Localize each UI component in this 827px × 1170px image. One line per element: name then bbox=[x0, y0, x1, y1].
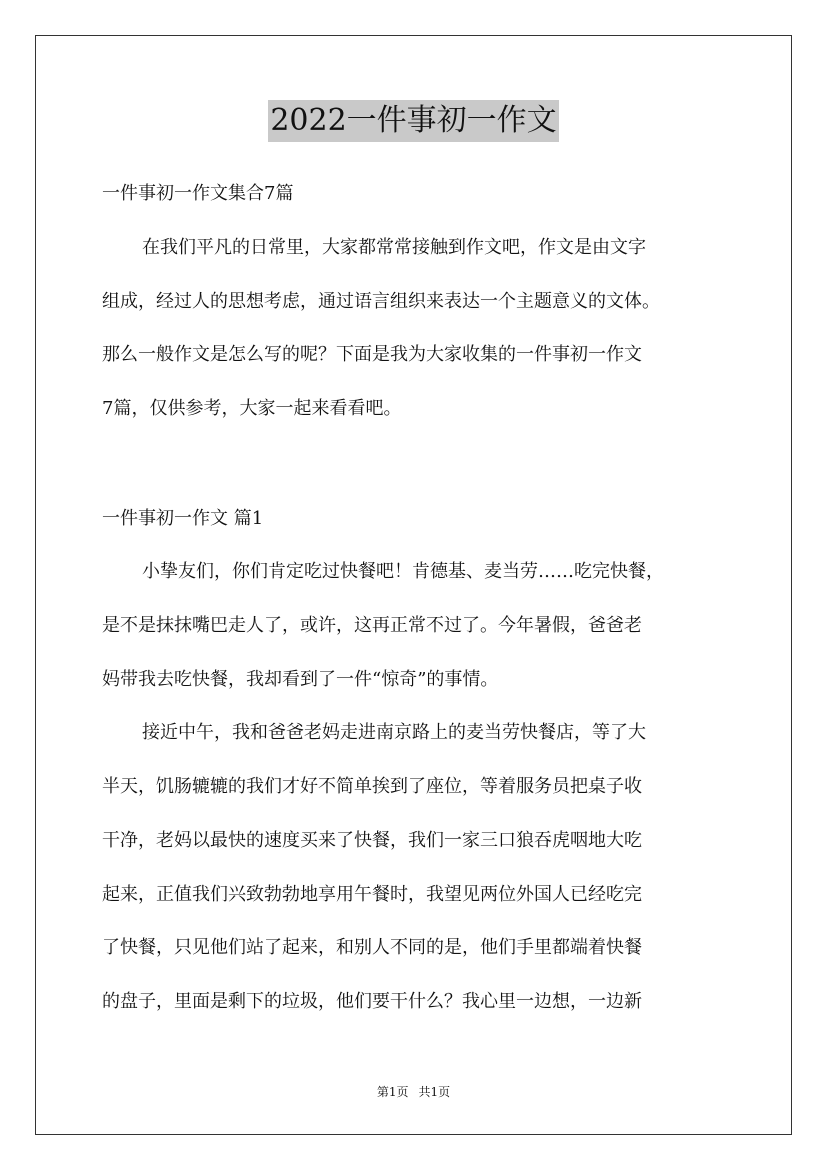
intro-line: 那么一般作文是怎么写的呢？下面是我为大家收集的一件事初一作文 bbox=[102, 344, 642, 365]
paragraph-line: 的盘子，里面是剩下的垃圾，他们要干什么？我心里一边想，一边新 bbox=[102, 991, 642, 1012]
paragraph-line: 是不是抹抹嘴巴走人了，或许，这再正常不过了。今年暑假，爸爸老 bbox=[102, 615, 642, 636]
paragraph-line: 接近中午，我和爸爸老妈走进南京路上的麦当劳快餐店，等了大 bbox=[142, 722, 646, 743]
paragraph-line: 小挚友们，你们肯定吃过快餐吧！肯德基、麦当劳……吃完快餐， bbox=[142, 561, 664, 582]
paragraph-line: 干净，老妈以最快的速度买来了快餐，我们一家三口狼吞虎咽地大吃 bbox=[102, 830, 642, 851]
title-wrapper bbox=[0, 100, 827, 142]
page-number: 第1页 bbox=[376, 1085, 409, 1099]
document-title: 2022一件事初一作文 bbox=[268, 100, 558, 142]
paragraph-line: 半天，饥肠辘辘的我们才好不简单挨到了座位，等着服务员把桌子收 bbox=[102, 776, 642, 797]
paragraph-line: 妈带我去吃快餐，我却看到了一件“惊奇”的事情。 bbox=[102, 669, 499, 690]
page-total: 共1页 bbox=[418, 1085, 451, 1099]
paragraph-line: 起来，正值我们兴致勃勃地享用午餐时，我望见两位外国人已经吃完 bbox=[102, 884, 642, 905]
page-footer bbox=[0, 1084, 827, 1100]
intro-line: 组成，经过人的思想考虑，通过语言组织来表达一个主题意义的文体。 bbox=[102, 291, 660, 312]
paragraph-line: 了快餐，只见他们站了起来，和别人不同的是，他们手里都端着快餐 bbox=[102, 937, 642, 958]
section-heading: 一件事初一作文 篇1 bbox=[102, 508, 264, 529]
document-subtitle: 一件事初一作文集合7篇 bbox=[102, 183, 294, 204]
intro-line: 7篇，仅供参考，大家一起来看看吧。 bbox=[102, 398, 402, 419]
intro-line: 在我们平凡的日常里，大家都常常接触到作文吧，作文是由文字 bbox=[142, 237, 646, 258]
